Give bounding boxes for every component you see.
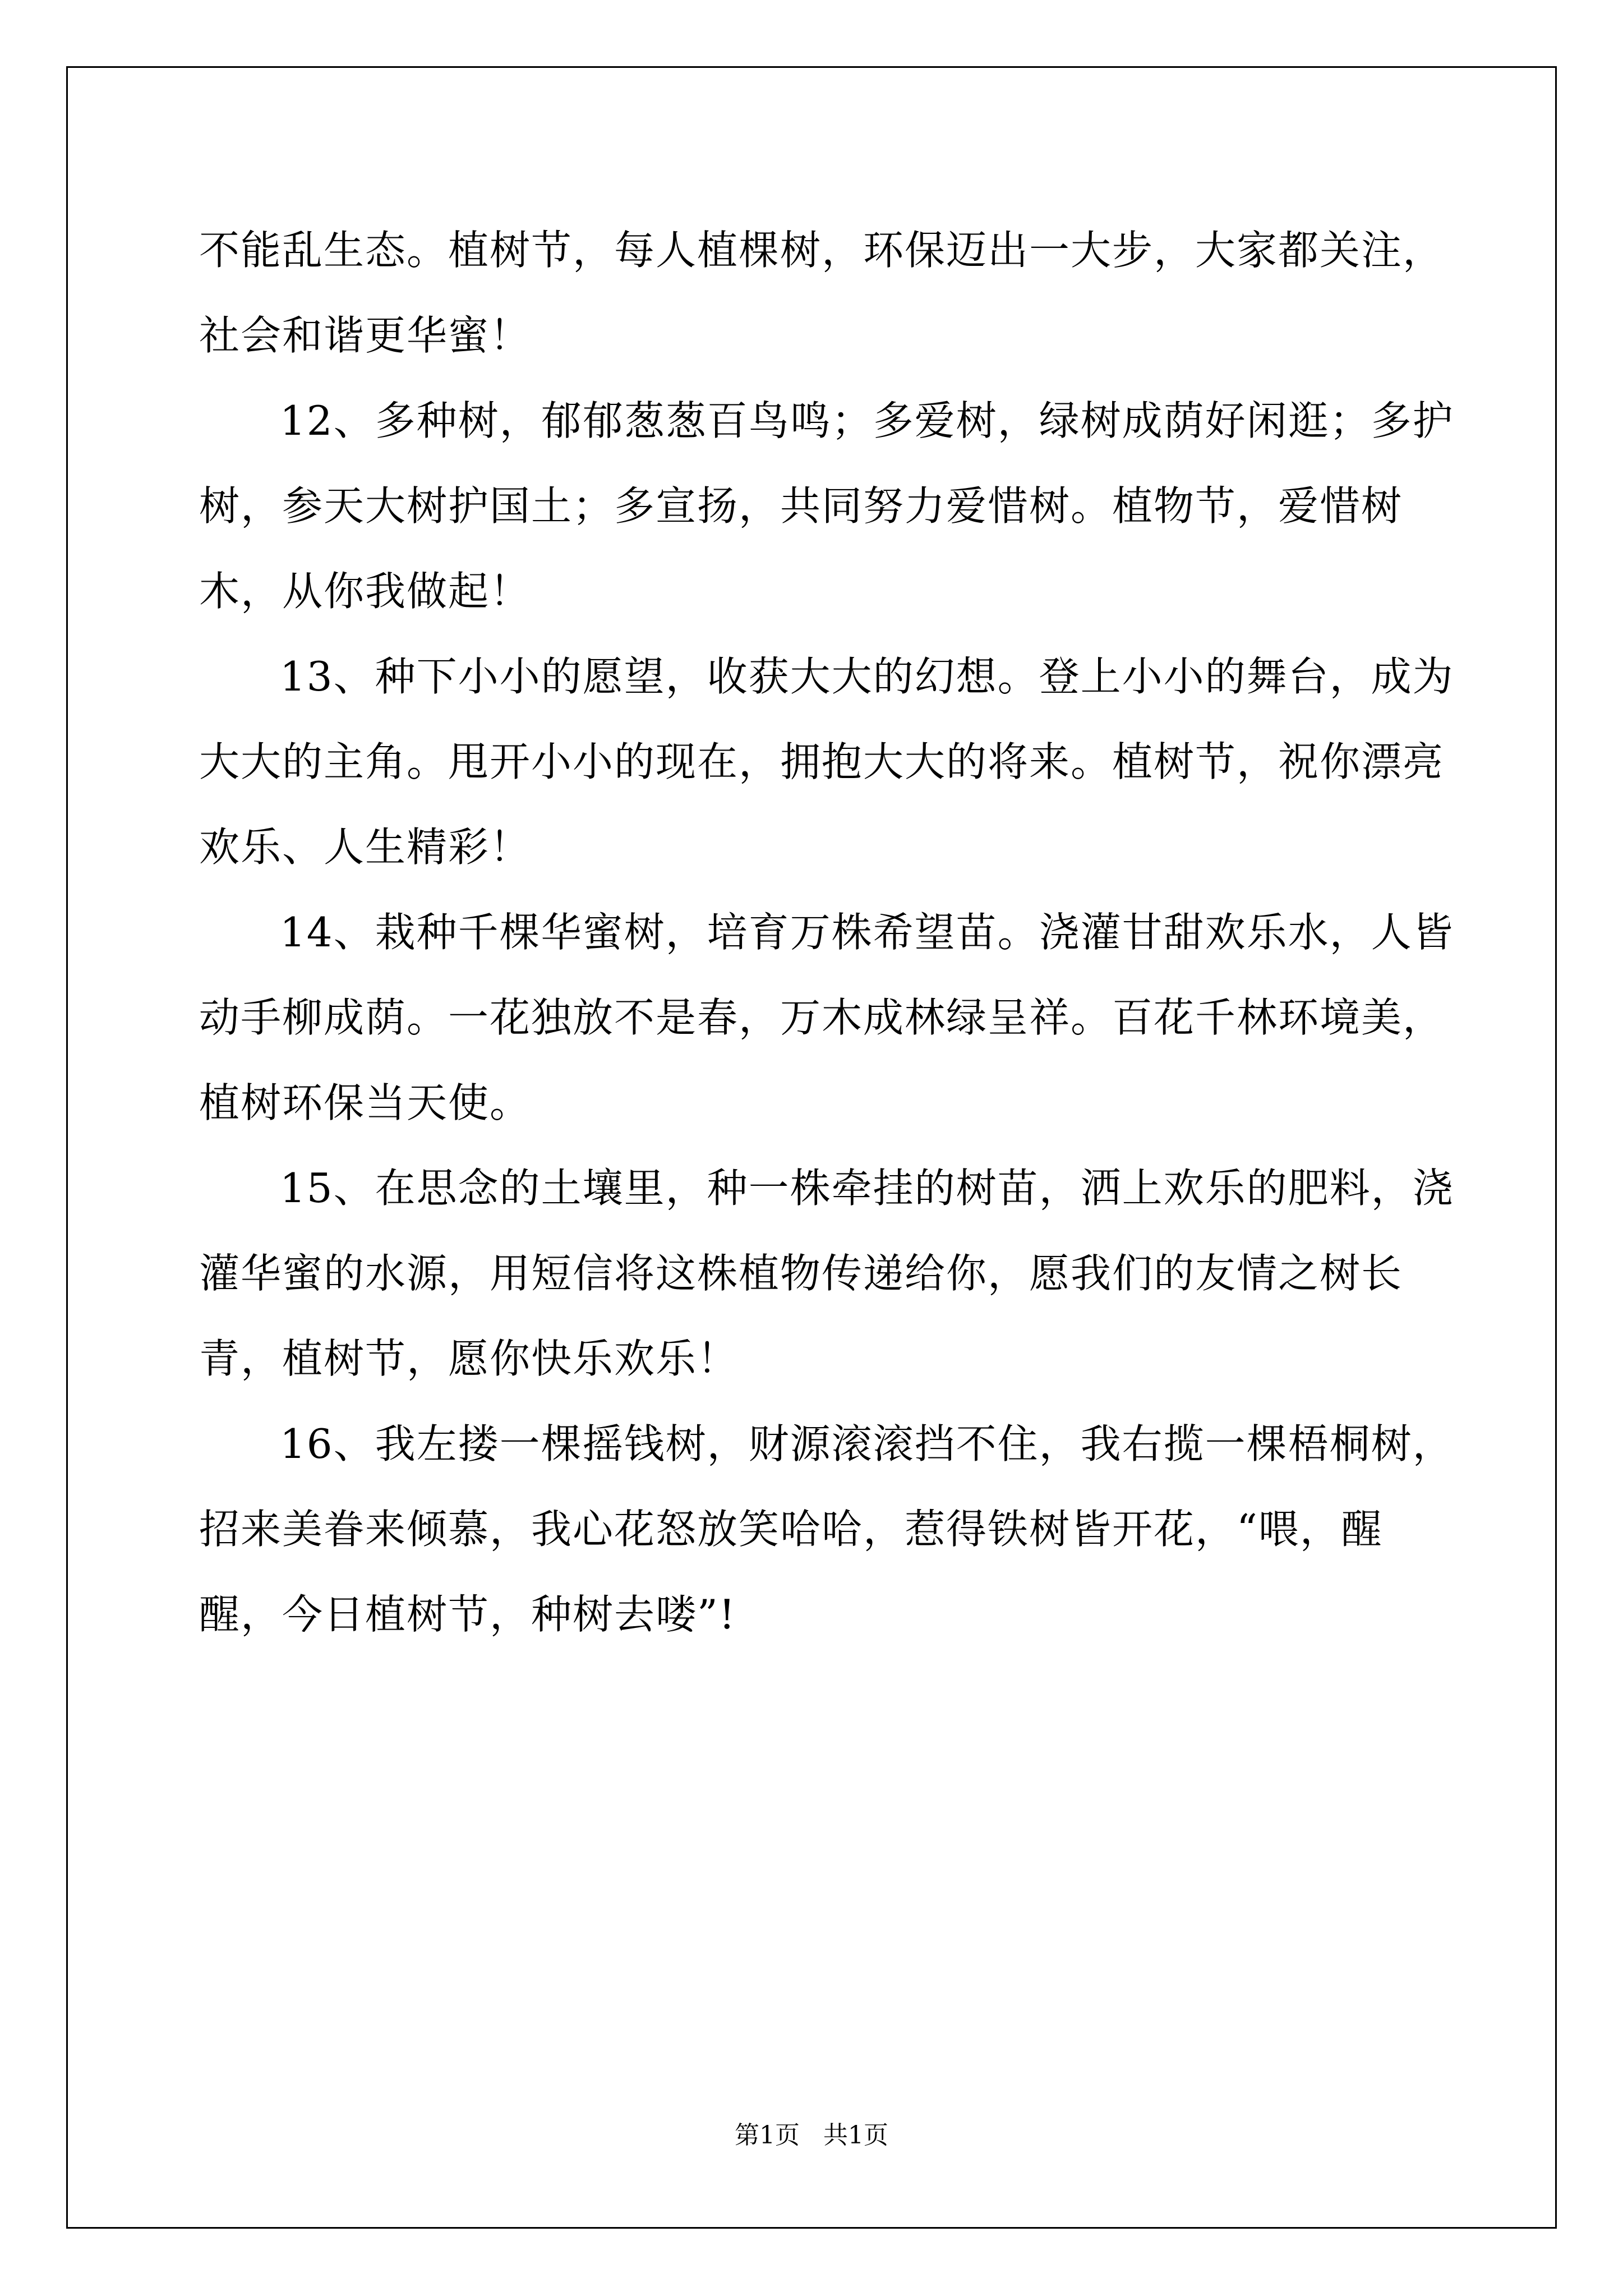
document-body: [199, 208, 1455, 1657]
paragraph-14: 14、栽种千棵华蜜树，培育万株希望苗。浇灌甘甜欢乐水，人皆动手柳成荫。一花独放不是春，万木成林绿呈祥。百花千林环境美，植树环保当天使。: [199, 909, 1454, 1126]
paragraph-continuation: 不能乱生态。植树节，每人植棵树，环保迈出一大步，大家都关注，社会和谐更华蜜！: [199, 227, 1445, 359]
paragraph-13: 13、种下小小的愿望，收获大大的幻想。登上小小的舞台，成为大大的主角。甩开小小的现在，拥抱大大的将来。植树节，祝你漂亮欢乐、人生精彩！: [199, 653, 1454, 871]
paragraph-12: 12、多种树，郁郁葱葱百鸟鸣；多爱树，绿树成荫好闲逛；多护树，参天大树护国土；多宣扬，共同努力爱惜树。植物节，爱惜树木，从你我做起！: [199, 397, 1454, 615]
page-number: 第1页: [735, 2121, 800, 2150]
page-total: 共1页: [823, 2121, 888, 2150]
page-footer: [0, 2115, 1623, 2151]
paragraph-16: 16、我左搂一棵摇钱树，财源滚滚挡不住，我右揽一棵梧桐树，招来美眷来倾慕，我心花怒放笑哈哈，惹得铁树皆开花，“喂，醒醒，今日植树节，种树去喽”!: [199, 1420, 1454, 1638]
paragraph-15: 15、在思念的土壤里，种一株牵挂的树苗，洒上欢乐的肥料，浇灌华蜜的水源，用短信将这株植物传递给你，愿我们的友情之树长青，植树节，愿你快乐欢乐！: [199, 1165, 1454, 1382]
